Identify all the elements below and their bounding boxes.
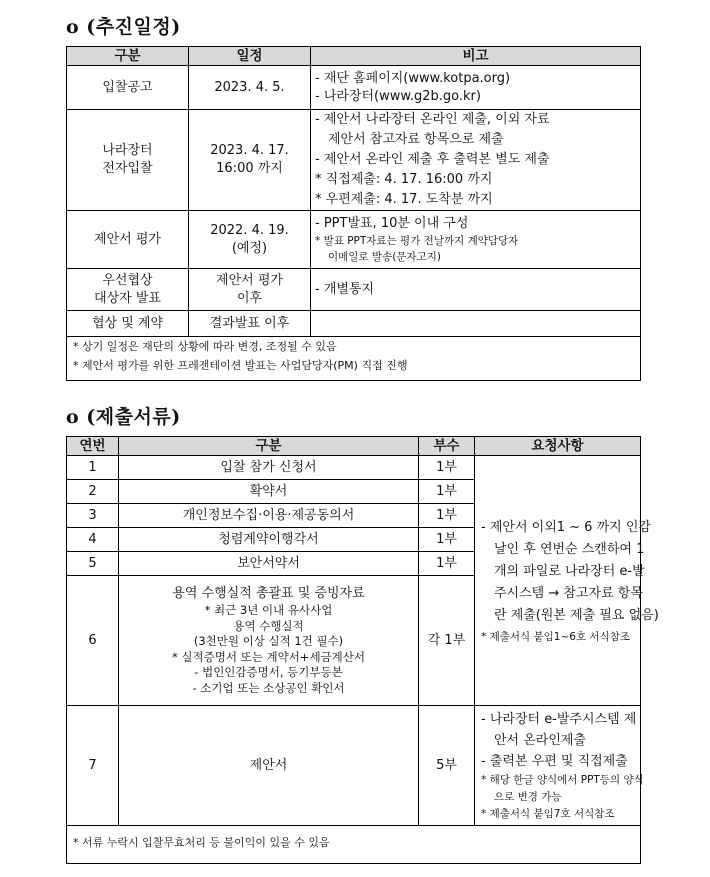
document-number: 5 — [67, 552, 119, 576]
schedule-table — [66, 46, 641, 381]
document-number: 3 — [67, 504, 119, 528]
schedule-cell-date: 제안서 평가 이후 — [189, 269, 311, 311]
documents-row — [67, 456, 641, 480]
schedule-header-row — [67, 47, 641, 66]
document-name: 입찰 참가 신청서 — [119, 456, 419, 480]
documents-header-number: 연번 — [67, 437, 119, 456]
document-copies: 1부 — [419, 480, 475, 504]
document-name: 용역 수행실적 총괄표 및 증빙자료 * 최근 3년 이내 유사사업 용역 수행실적 (3천만원 이상 실적 1건 필수) * 실적증명서 또는 계약서+세금계산서 - 법인인감증명서, 등기부등본 - 소기업 또는 소상공인 확인서 — [119, 576, 419, 706]
document-copies: 각 1부 — [419, 576, 475, 706]
schedule-row — [67, 110, 641, 211]
schedule-cell-date: 2023. 4. 17. 16:00 까지 — [189, 110, 311, 211]
documents-header-category: 구분 — [119, 437, 419, 456]
document-name: 개인정보수집·이용·제공동의서 — [119, 504, 419, 528]
schedule-cell-date: 2023. 4. 5. — [189, 66, 311, 110]
schedule-section-title: o (추진일정) — [66, 16, 181, 38]
document-number: 2 — [67, 480, 119, 504]
schedule-header-date: 일정 — [189, 47, 311, 66]
schedule-cell-remarks — [311, 311, 641, 337]
schedule-footnote-row — [67, 337, 641, 381]
document-number: 4 — [67, 528, 119, 552]
document-copies: 5부 — [419, 706, 475, 826]
document-name: 청렴계약이행각서 — [119, 528, 419, 552]
documents-request-1-6: - 제안서 이외1 ~ 6 까지 인감 날인 후 연번순 스캔하여 1 개의 파일로 나라장터 e-발 주시스템 → 참고자료 항목 란 제출(원본 제출 필요 없음) * 제출서식 붙임1~6호 서식참조 — [475, 456, 641, 706]
schedule-footnotes: * 상기 일정은 재단의 상황에 따라 변경, 조정될 수 있음 * 제안서 평가를 위한 프레젠테이션 발표는 사업담당자(PM) 직접 진행 — [67, 337, 641, 381]
documents-section-title: o (제출서류) — [66, 406, 181, 428]
document-name: 보안서약서 — [119, 552, 419, 576]
document-copies: 1부 — [419, 456, 475, 480]
documents-header-copies: 부수 — [419, 437, 475, 456]
schedule-cell-remarks: - PPT발표, 10분 이내 구성 * 발표 PPT자료는 평가 전날까지 계약담당자 이메일로 발송(문자고지) — [311, 211, 641, 269]
document-number: 7 — [67, 706, 119, 826]
documents-footnote: * 서류 누락시 입찰무효처리 등 불이익이 있을 수 있음 — [67, 826, 641, 864]
schedule-row — [67, 211, 641, 269]
documents-header-row — [67, 437, 641, 456]
schedule-cell-date: 2022. 4. 19. (예정) — [189, 211, 311, 269]
document-name: 확약서 — [119, 480, 419, 504]
schedule-header-category: 구분 — [67, 47, 189, 66]
document-number: 6 — [67, 576, 119, 706]
schedule-cell-remarks: - 제안서 나라장터 온라인 제출, 이외 자료 제안서 참고자료 항목으로 제출 - 제안서 온라인 제출 후 출력본 별도 제출 * 직접제출: 4. 17. 16:00 까지 * 우편제출: 4. 17. 도착분 까지 — [311, 110, 641, 211]
schedule-row — [67, 66, 641, 110]
schedule-header-remarks: 비고 — [311, 47, 641, 66]
schedule-cell-date: 결과발표 이후 — [189, 311, 311, 337]
schedule-cell-remarks: - 개별통지 — [311, 269, 641, 311]
schedule-cell-category: 입찰공고 — [67, 66, 189, 110]
schedule-cell-category: 제안서 평가 — [67, 211, 189, 269]
documents-footnote-row — [67, 826, 641, 864]
document-name: 제안서 — [119, 706, 419, 826]
documents-header-request: 요청사항 — [475, 437, 641, 456]
document-copies: 1부 — [419, 552, 475, 576]
document-copies: 1부 — [419, 504, 475, 528]
schedule-cell-category: 협상 및 계약 — [67, 311, 189, 337]
document-number: 1 — [67, 456, 119, 480]
documents-request-7: - 나라장터 e-발주시스템 제 안서 온라인제출 - 출력본 우편 및 직접제출 * 해당 한글 양식에서 PPT등의 양식 으로 변경 가능 * 제출서식 붙임7호 서식참조 — [475, 706, 641, 826]
schedule-cell-category: 나라장터 전자입찰 — [67, 110, 189, 211]
schedule-cell-remarks: - 재단 홈페이지(www.kotpa.org) - 나라장터(www.g2b.go.kr) — [311, 66, 641, 110]
document-copies: 1부 — [419, 528, 475, 552]
schedule-row — [67, 311, 641, 337]
schedule-cell-category: 우선협상 대상자 발표 — [67, 269, 189, 311]
document-name-title: 용역 수행실적 총괄표 및 증빙자료 — [172, 586, 365, 601]
documents-table — [66, 436, 659, 864]
documents-row — [67, 706, 641, 826]
schedule-row — [67, 269, 641, 311]
